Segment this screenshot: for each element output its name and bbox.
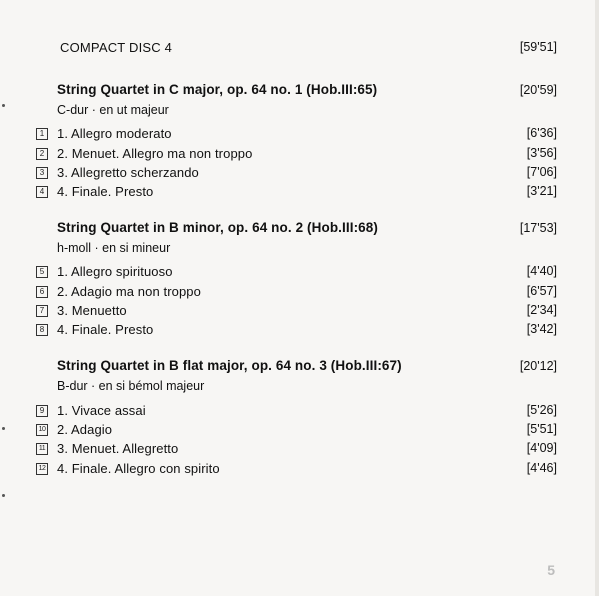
- track-duration: [7'06]: [526, 165, 557, 179]
- track-number: 4: [36, 186, 48, 198]
- work-title: String Quartet in B flat major, op. 64 no. 3 (Hob.III:67): [57, 358, 402, 373]
- track-title: 4. Finale. Presto: [57, 322, 154, 337]
- track-row: [0, 264, 599, 282]
- track-row: [0, 422, 599, 440]
- work-heading: [0, 82, 599, 100]
- track-number: 12: [36, 463, 48, 475]
- track-number: 6: [36, 286, 48, 298]
- track-row: [0, 146, 599, 164]
- track-duration: [5'26]: [526, 403, 557, 417]
- work-heading: [0, 358, 599, 376]
- track-row: [0, 126, 599, 144]
- track-duration: [6'57]: [526, 284, 557, 298]
- track-duration: [5'51]: [526, 422, 557, 436]
- track-duration: [4'46]: [526, 461, 557, 475]
- page-number: 5: [547, 562, 555, 578]
- track-duration: [3'21]: [526, 184, 557, 198]
- track-row: [0, 284, 599, 302]
- track-number: 2: [36, 148, 48, 160]
- track-row: [0, 461, 599, 479]
- track-number: 7: [36, 305, 48, 317]
- scan-mark: [2, 104, 5, 107]
- scan-mark: [2, 494, 5, 497]
- track-number: 5: [36, 266, 48, 278]
- work-duration: [20'59]: [519, 83, 557, 97]
- work-title: String Quartet in C major, op. 64 no. 1 (Hob.III:65): [57, 82, 378, 97]
- track-number: 1: [36, 128, 48, 140]
- track-title: 1. Vivace assai: [57, 403, 146, 418]
- disc-duration: [59'51]: [519, 40, 557, 54]
- track-row: [0, 441, 599, 459]
- track-duration: [4'40]: [526, 264, 557, 278]
- work-duration: [17'53]: [519, 221, 557, 235]
- track-title: 4. Finale. Presto: [57, 184, 154, 199]
- track-duration: [3'42]: [526, 322, 557, 336]
- track-duration: [2'34]: [526, 303, 557, 317]
- work-subtitle: B-dur · en si bémol majeur: [57, 379, 205, 393]
- track-row: [0, 403, 599, 421]
- track-title: 3. Menuetto: [57, 303, 127, 318]
- track-title: 1. Allegro spirituoso: [57, 264, 173, 279]
- track-title: 1. Allegro moderato: [57, 126, 172, 141]
- track-number: 10: [36, 424, 48, 436]
- work-subtitle: h-moll · en si mineur: [57, 241, 171, 255]
- track-duration: [6'36]: [526, 126, 557, 140]
- disc-label: COMPACT DISC 4: [60, 40, 173, 55]
- track-title: 3. Allegretto scherzando: [57, 165, 199, 180]
- work-duration: [20'12]: [519, 359, 557, 373]
- work-subtitle: C-dur · en ut majeur: [57, 103, 169, 117]
- track-duration: [4'09]: [526, 441, 557, 455]
- track-number: 9: [36, 405, 48, 417]
- work-title: String Quartet in B minor, op. 64 no. 2 (Hob.III:68): [57, 220, 378, 235]
- track-title: 2. Adagio: [57, 422, 113, 437]
- track-title: 4. Finale. Allegro con spirito: [57, 461, 220, 476]
- track-title: 2. Adagio ma non troppo: [57, 284, 201, 299]
- track-title: 3. Menuet. Allegretto: [57, 441, 179, 456]
- track-row: [0, 165, 599, 183]
- track-row: [0, 184, 599, 202]
- track-number: 11: [36, 443, 48, 455]
- track-number: 3: [36, 167, 48, 179]
- track-duration: [3'56]: [526, 146, 557, 160]
- work-heading: [0, 220, 599, 238]
- track-row: [0, 322, 599, 340]
- track-title: 2. Menuet. Allegro ma non troppo: [57, 146, 253, 161]
- track-row: [0, 303, 599, 321]
- track-number: 8: [36, 324, 48, 336]
